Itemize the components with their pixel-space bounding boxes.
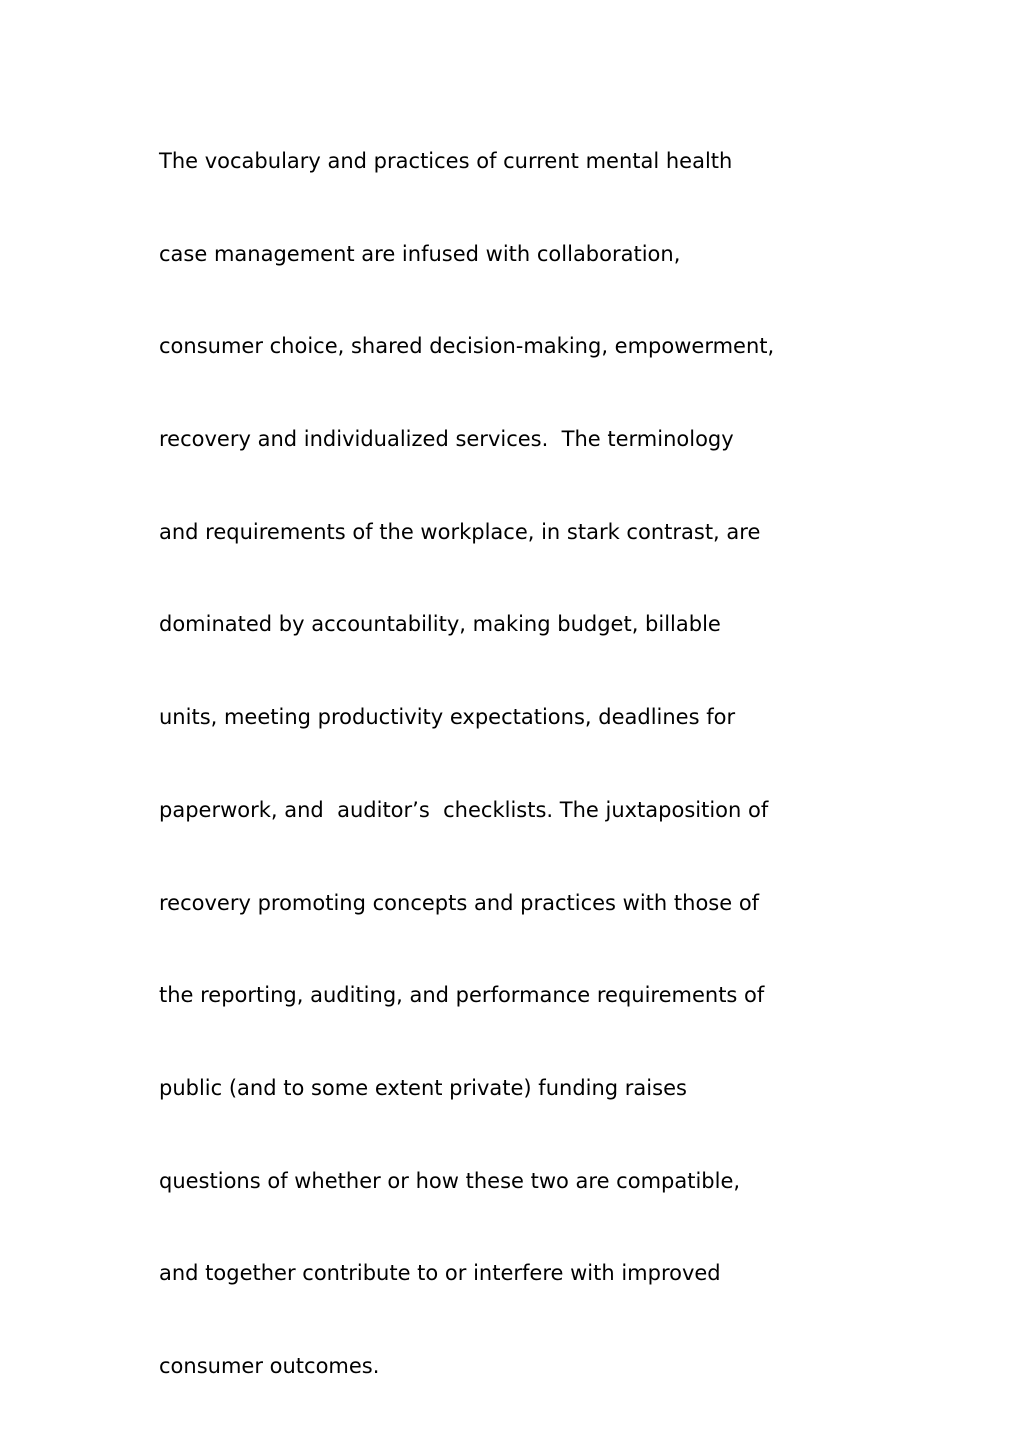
text-line: case management are infused with collaboration, [159,241,681,266]
text-line: dominated by accountability, making budget, billable [159,612,721,637]
text-line: units, meeting productivity expectations, deadlines for [159,705,736,730]
text-line: consumer outcomes. [159,1354,380,1379]
text-line: paperwork, and auditor’s checklists. The juxtaposition of [159,797,769,822]
text-line: recovery and individualized services. The terminology [159,426,734,451]
text-line: The vocabulary and practices of current mental health [159,148,733,173]
text-line: public (and to some extent private) funding raises [159,1076,687,1100]
text-line: consumer choice, shared decision-making, empowerment, [159,334,775,359]
text-line: and together contribute to or interfere with improved [159,1261,721,1286]
text-line: and requirements of the workplace, in stark contrast, are [159,519,761,544]
slide-body-text [159,84,859,1444]
text-line: questions of whether or how these two are compatible, [159,1168,741,1193]
text-line: the reporting, auditing, and performance requirements of [159,983,765,1008]
text-line: recovery promoting concepts and practices with those of [159,890,760,915]
